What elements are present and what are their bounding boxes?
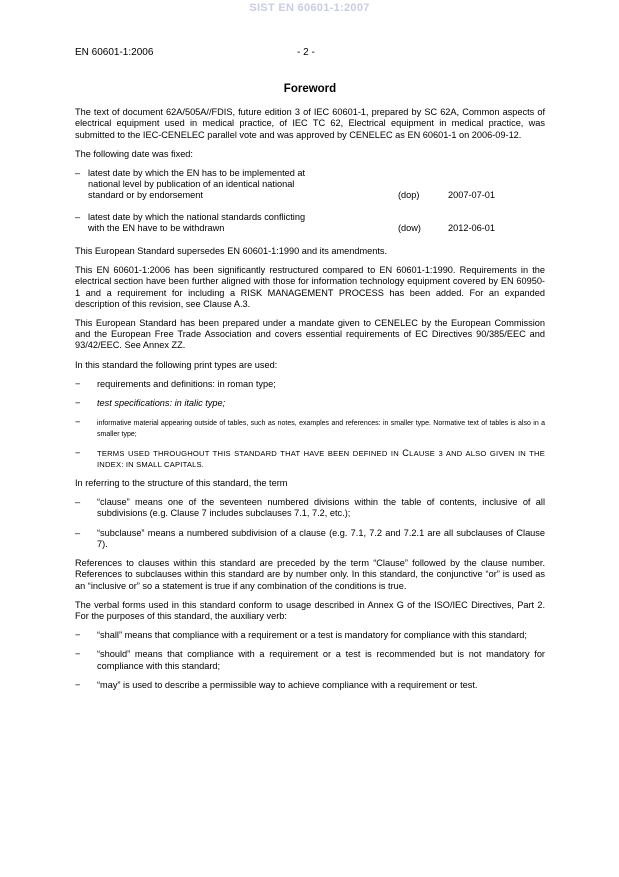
document-id: EN 60601-1:2006 <box>75 47 154 58</box>
list-item <box>75 417 545 439</box>
smaller-type-text: informative material appearing outside of tables, such as notes, examples and references: in smaller type. Normative text of tables is also in a smaller type; <box>97 420 545 439</box>
shall-definition: “shall” means that compliance with a requirement or a test is mandatory for compliance with this standard; <box>97 630 527 641</box>
restructured-paragraph: This EN 60601-1:2006 has been significantly restructured compared to EN 60601-1:1990. Requirements in the electrical section have been further aligned with those for information technology equipment covered by EN 60950-1 and a requirement for including a RISK MANAGEMENT PROCESS has been added. For an expanded description of this revision, see Clause A.3. <box>75 265 545 309</box>
page-number: - 2 - <box>297 47 315 58</box>
references-paragraph: References to clauses within this standard are preceded by the term “Clause” followed by the clause number. References to subclauses within this standard are by number only. In this standard, the conjunctive “or” is used as an “inclusive or” so a statement is true if any combination of the conditions is true. <box>75 558 545 591</box>
print-types-intro: In this standard the following print types are used: <box>75 359 278 370</box>
list-dash: − <box>75 417 81 428</box>
list-item <box>75 448 545 470</box>
small-caps-text <box>97 449 545 469</box>
small-caps-initial: C <box>402 447 410 458</box>
page-body <box>75 84 545 699</box>
list-dash: – <box>75 211 81 222</box>
list-item <box>75 379 545 390</box>
structure-list <box>75 497 545 550</box>
list-dash: – <box>75 168 81 179</box>
clause-definition: “clause” means one of the seventeen numbered divisions within the table of contents, inclusive of all subdivisions (e.g. Clause 7 includes subclauses 7.1, 7.2, etc.); <box>97 497 545 519</box>
list-dash: − <box>75 679 81 690</box>
list-dash: − <box>75 447 81 458</box>
verbal-forms-intro: The verbal forms used in this standard conform to usage described in Annex G of the ISO/IEC Directives, Part 2. For the purposes of this standard, the auxiliary verb: <box>75 599 545 621</box>
section-title: Foreword <box>283 83 337 95</box>
verbal-forms-list <box>75 630 545 691</box>
supersedes-paragraph: This European Standard supersedes EN 60601-1:1990 and its amendments. <box>75 246 388 257</box>
should-definition: “should” means that compliance with a requirement or a test is recommended but is not mandatory for compliance with this standard; <box>97 649 545 671</box>
date-description: latest date by which the national standards conflicting with the EN have to be withdrawn <box>88 211 306 233</box>
date-item-dow <box>75 212 545 234</box>
date-value: 2012-06-01 <box>448 222 495 233</box>
list-dash: − <box>75 378 81 389</box>
list-item <box>75 497 545 519</box>
intro-paragraph: The text of document 62A/505A//FDIS, future edition 3 of IEC 60601-1, prepared by SC 62A, Common aspects of electrical equipment used in medical practice, of IEC TC 62, Electrical equipment in medical practice, was submitted to the IEC-CENELEC parallel vote and was approved by CENELEC as EN 60601-1 on 2006-09-12. <box>75 107 545 140</box>
roman-type-text: requirements and definitions: in roman type; <box>97 378 276 389</box>
list-dash: − <box>75 630 81 641</box>
small-caps-part: LAUSE 3 AND ALSO GIVEN IN THE INDEX: IN SMALL CAPITALS. <box>97 448 545 469</box>
list-item <box>75 649 545 671</box>
small-caps-part: TERMS USED THROUGHOUT THIS STANDARD THAT HAVE BEEN DEFINED IN <box>97 448 403 458</box>
list-dash: − <box>75 649 81 660</box>
list-item <box>75 528 545 550</box>
watermark: SIST EN 60601-1:2007 <box>249 2 370 14</box>
list-dash: − <box>75 398 81 409</box>
date-description: latest date by which the EN has to be implemented at national level by publication of an identical national standard or by endorsement <box>88 168 306 201</box>
date-item-dop <box>75 168 545 202</box>
date-abbreviation: (dop) <box>398 190 420 201</box>
list-item <box>75 630 545 641</box>
date-value: 2007-07-01 <box>448 190 495 201</box>
subclause-definition: “subclause” means a numbered subdivision of a clause (e.g. 7.1, 7.2 and 7.2.1 are all subclauses of Clause 7). <box>97 527 545 549</box>
italic-type-text: test specifications: in italic type; <box>97 398 226 409</box>
structure-intro: In referring to the structure of this standard, the term <box>75 478 288 489</box>
print-types-list <box>75 379 545 470</box>
dates-list <box>75 168 545 234</box>
list-item <box>75 398 545 409</box>
mandate-paragraph: This European Standard has been prepared under a mandate given to CENELEC by the European Commission and the European Free Trade Association and covers essential requirements of EC Directives 90/385/EEC and 93/42/EEC. See Annex ZZ. <box>75 318 545 351</box>
list-dash: – <box>75 497 81 508</box>
list-dash: – <box>75 527 81 538</box>
date-abbreviation: (dow) <box>398 222 421 233</box>
dates-intro: The following date was fixed: <box>75 148 193 159</box>
may-definition: “may” is used to describe a permissible way to achieve compliance with a requirement or test. <box>97 679 478 690</box>
list-item <box>75 680 545 691</box>
